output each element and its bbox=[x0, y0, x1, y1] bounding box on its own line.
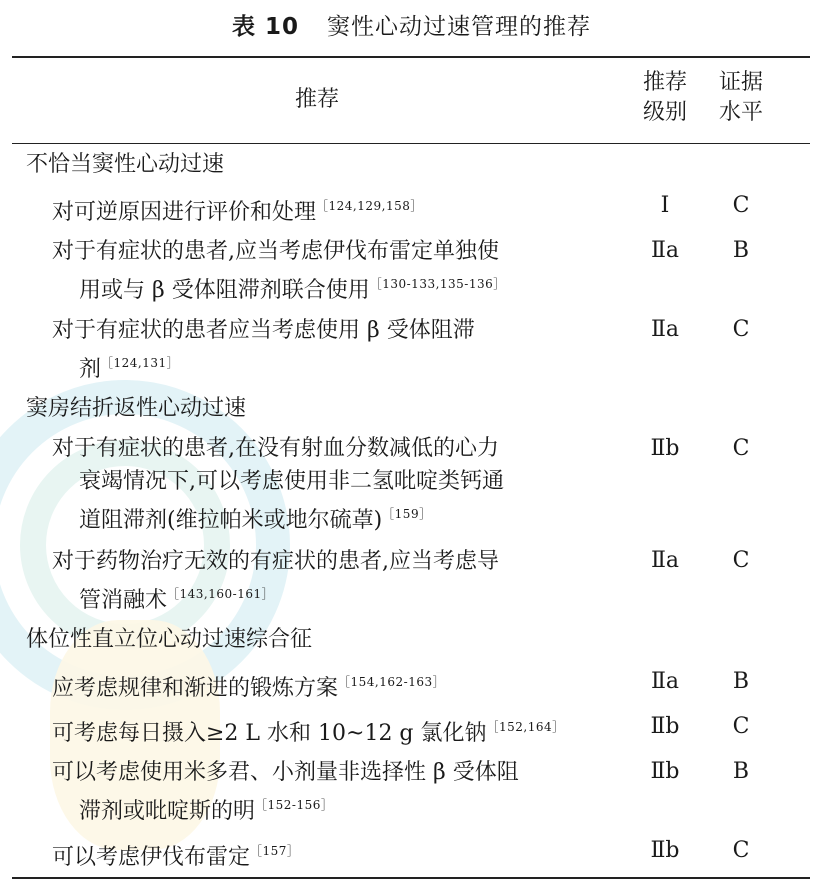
table-row bbox=[52, 432, 504, 537]
recommendation-text: 可以考虑伊伐布雷定 bbox=[52, 845, 251, 870]
table-number: 表 10 bbox=[231, 14, 299, 40]
table-row bbox=[52, 835, 299, 874]
recommendation-text-cont: 用或与 β 受体阻滞剂联合使用 bbox=[79, 278, 370, 303]
recommendation-text: 对于有症状的患者,在没有射血分数减低的心力 bbox=[52, 436, 499, 461]
section-title: 不恰当窦性心动过速 bbox=[26, 152, 225, 177]
level-cell: B bbox=[732, 759, 750, 784]
recommendation-text-cont: 衰竭情况下,可以考虑使用非二氢吡啶类钙通 bbox=[79, 469, 504, 494]
recommendation-text-cont: 道阻滞剂(维拉帕米或地尔硫䓬) bbox=[79, 508, 383, 533]
recommendation-text: 对可逆原因进行评价和处理 bbox=[52, 200, 317, 225]
reference-citation: ［143,160-161］ bbox=[167, 587, 275, 601]
class-cell: Ⅱb bbox=[650, 759, 680, 784]
level-cell: C bbox=[732, 714, 750, 739]
level-cell: C bbox=[732, 838, 750, 863]
reference-citation: ［124,131］ bbox=[101, 356, 180, 370]
class-cell: Ⅰ bbox=[660, 193, 670, 218]
level-cell: B bbox=[732, 669, 750, 694]
header-level-line2: 水平 bbox=[718, 100, 763, 125]
header-class-line1: 推荐 bbox=[642, 70, 687, 95]
reference-citation: ［124,129,158］ bbox=[316, 199, 423, 213]
table-row bbox=[52, 235, 506, 307]
header-rule bbox=[12, 143, 810, 144]
recommendation-text: 可考虑每日摄入≥2 L 水和 10~12 g 氯化钠 bbox=[52, 721, 487, 746]
reference-citation: ［159］ bbox=[382, 507, 432, 521]
class-cell: Ⅱb bbox=[650, 714, 680, 739]
recommendation-text: 对于药物治疗无效的有症状的患者,应当考虑导 bbox=[52, 549, 499, 574]
class-cell: Ⅱb bbox=[650, 436, 680, 461]
class-cell: Ⅱa bbox=[650, 669, 680, 694]
header-class-line2: 级别 bbox=[642, 100, 687, 125]
level-cell: C bbox=[732, 317, 750, 342]
header-recommendation: 推荐 bbox=[294, 87, 339, 112]
header-level bbox=[712, 68, 770, 128]
level-cell: C bbox=[732, 436, 750, 461]
class-cell: Ⅱa bbox=[650, 317, 680, 342]
table-row bbox=[52, 545, 499, 617]
top-rule bbox=[12, 56, 810, 58]
recommendation-text-cont: 管消融术 bbox=[79, 588, 168, 613]
header-class bbox=[636, 68, 694, 128]
reference-citation: ［157］ bbox=[250, 844, 300, 858]
bottom-rule bbox=[12, 877, 810, 879]
table-caption bbox=[0, 8, 823, 41]
reference-citation: ［130-133,135-136］ bbox=[369, 277, 506, 291]
table-row bbox=[52, 190, 423, 229]
recommendation-text-cont: 剂 bbox=[79, 357, 102, 382]
class-cell: Ⅱa bbox=[650, 548, 680, 573]
level-cell: B bbox=[732, 238, 750, 263]
header-level-line1: 证据 bbox=[718, 70, 763, 95]
recommendation-text: 可以考虑使用米多君、小剂量非选择性 β 受体阻 bbox=[52, 760, 519, 785]
level-cell: C bbox=[732, 193, 750, 218]
recommendation-text: 对于有症状的患者应当考虑使用 β 受体阻滞 bbox=[52, 318, 475, 343]
table-title: 窦性心动过速管理的推荐 bbox=[327, 14, 591, 40]
table-row bbox=[52, 711, 565, 750]
recommendation-text: 应考虑规律和渐进的锻炼方案 bbox=[52, 676, 339, 701]
table-row bbox=[52, 314, 475, 386]
section-title: 窦房结折返性心动过速 bbox=[26, 396, 247, 421]
class-cell: Ⅱa bbox=[650, 238, 680, 263]
level-cell: C bbox=[732, 548, 750, 573]
reference-citation: ［154,162-163］ bbox=[338, 675, 446, 689]
class-cell: Ⅱb bbox=[650, 838, 680, 863]
reference-citation: ［152,164］ bbox=[486, 720, 565, 734]
reference-citation: ［152-156］ bbox=[255, 798, 334, 812]
table-row bbox=[52, 756, 519, 828]
recommendation-text: 对于有症状的患者,应当考虑伊伐布雷定单独使 bbox=[52, 239, 499, 264]
section-title: 体位性直立位心动过速综合征 bbox=[26, 627, 313, 652]
table-row bbox=[52, 666, 445, 705]
recommendation-text-cont: 滞剂或吡啶斯的明 bbox=[79, 799, 256, 824]
